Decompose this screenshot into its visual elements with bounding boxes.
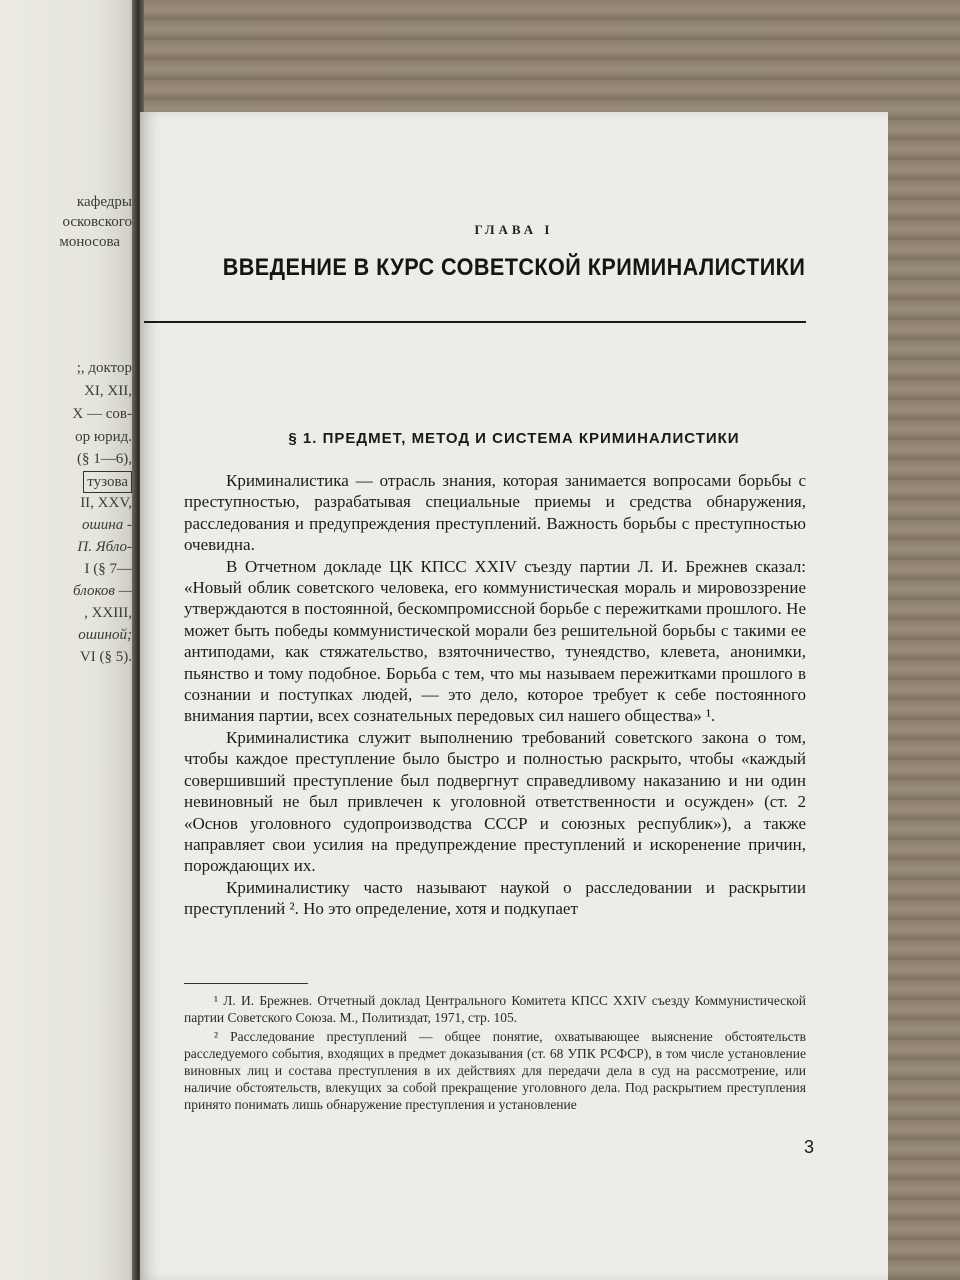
left-fragment: П. Ябло- [77,539,132,555]
chapter-label: ГЛАВА I [474,222,554,237]
left-fragment: тузова [83,471,132,493]
left-fragment: кафедры [76,194,132,210]
paragraph: Криминалистика служит выполнению требований советского закона о том, чтобы каждое преступление было быстро и полностью раскрыто, чтобы «каждый совершивший преступление был подвергнут справедливому наказанию и ни один невиновный не был привлечен к уголовной ответственности и осужден» (ст. 2 «Основ уголовного судопроизводства СССР и союзных республик»), а также направляет свои усилия на предупреждение преступлений и искоренение причин, порождающих их. [184,727,806,876]
footnote: ² Расследование преступлений — общее понятие, охватывающее выяснение обстоятельств расследуемого события, входящих в предмет доказывания (ст. 68 УПК РСФСР), в том числе установление виновных лиц и состава преступления в их действиях для передачи дела в суд на рассмотрение, или наличие обстоятельств, влекущих за собой прекращение уголовного дела. Под раскрытием преступления принято понимать лишь обнаружение преступления и установление [184,1029,806,1112]
left-fragment: VI (§ 5). [79,649,132,665]
chapter-rule [144,321,806,323]
left-page [0,0,140,1280]
right-page [140,112,888,1280]
footnote-separator [184,983,308,984]
section-title: § 1. ПРЕДМЕТ, МЕТОД И СИСТЕМА КРИМИНАЛИСТИКИ [288,430,740,447]
left-fragment: моносова [59,234,120,250]
left-fragment: X — сов- [72,406,132,422]
footnotes [184,992,806,1115]
left-fragment: I (§ 7— [84,561,132,577]
left-fragment: блоков — [73,583,132,599]
paragraph: Криминалистика — отрасль знания, которая занимается вопросами борьбы с преступностью, разрабатывая специальные приемы и средства обнаружения, расследования и предупреждения преступлений. Важность борьбы с преступностью очевидна. [184,471,806,555]
page-number: 3 [803,1137,814,1157]
left-fragment: ошиной; [78,627,132,643]
left-fragment: осковского [62,214,132,230]
body-text [184,470,806,920]
left-fragment: XI, XII, [84,383,132,399]
left-fragment: ор юрид. [75,429,132,445]
left-fragment: ошина - [81,517,132,533]
paragraph: Криминалистику часто называют наукой о расследовании и раскрытии преступлений ². Но это определение, хотя и подкупает [184,877,806,919]
paragraph: В Отчетном докладе ЦК КПСС XXIV съезду партии Л. И. Брежнев сказал: «Новый облик советского человека, его коммунистическая мораль и мировоззрение утверждаются в постоянной, бескомпромиссной борьбе с пережитками прошлого. Не может быть победы коммунистической морали без решительной борьбы с такими ее антиподами, как стяжательство, взяточничество, тунеядство, клевета, анонимки, пьянство и тому подобное. Борьба с тем, что мы называем пережитками прошлого в сознании и поступках людей, — это дело, которое требует к себе постоянного внимания партии, всех сознательных передовых сил нашего общества» ¹. [184,556,806,726]
footnote: ¹ Л. И. Брежнев. Отчетный доклад Центрального Комитета КПСС XXIV съезду Коммунистической партии Советского Союза. М., Политиздат, 1971, стр. 105. [184,993,806,1025]
left-fragment: , XXIII, [84,605,132,621]
left-fragment: (§ 1—6), [77,451,132,467]
chapter-title: ВВЕДЕНИЕ В КУРС СОВЕТСКОЙ КРИМИНАЛИСТИКИ [222,254,806,281]
left-fragment: II, XXV, [80,495,132,511]
left-fragment: ;, доктор [76,360,132,376]
